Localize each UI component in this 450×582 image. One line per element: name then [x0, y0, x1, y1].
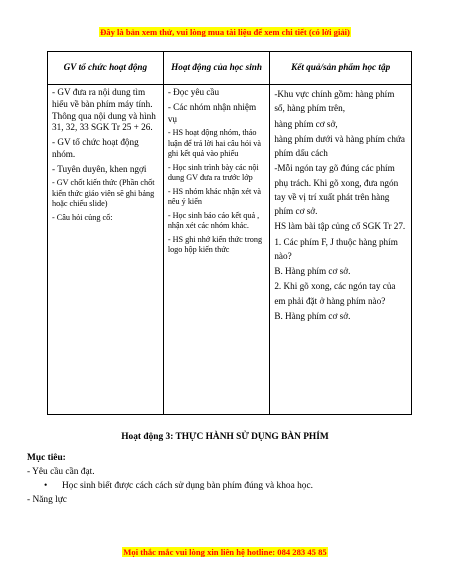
list-item: - HS nhóm khác nhận xét và nêu ý kiến: [167, 186, 262, 207]
col-header-teacher: GV tổ chức hoạt động: [48, 52, 164, 85]
goal-label: Mục tiêu:: [27, 453, 66, 463]
col-header-student: Hoạt động của học sinh: [163, 52, 270, 85]
result-cell: [270, 85, 412, 415]
list-item: - Đọc yêu cầu: [167, 87, 220, 97]
list-item: hàng phím cơ sở,: [274, 118, 338, 129]
hotline-banner: Mọi thắc mắc vui lòng xin liên hệ hotline: 084 283 45 85: [123, 547, 327, 557]
table-row: [48, 85, 412, 415]
list-item: - Học sinh báo cáo kết quả , nhận xét các nhóm khác.: [167, 210, 260, 231]
list-item: - HS hoạt động nhóm, thảo luận để trả lời hai câu hỏi và ghi kết quả vào phiếu: [167, 128, 262, 159]
list-item: - Các nhóm nhận nhiệm vụ: [167, 101, 257, 124]
table-header-row: [48, 52, 412, 85]
list-item: 1. Các phím F, J thuộc hàng phím nào?: [274, 236, 398, 261]
list-item: 2. Khi gõ xong, các ngón tay của em phải đặt ở hàng phím nào?: [274, 281, 396, 306]
col-header-result: Kết quả/sản phẩm học tập: [270, 52, 412, 85]
section-title: Hoạt động 3: THỰC HÀNH SỬ DỤNG BÀN PHÍM: [121, 432, 329, 442]
student-activity-cell: [163, 85, 270, 415]
bullet-icon: •: [44, 481, 48, 491]
list-item: HS làm bài tập củng cố SGK Tr 27.: [274, 221, 406, 232]
requirement-line: - Yêu cầu cần đạt.: [27, 467, 95, 477]
list-item: -Khu vực chính gồm: hàng phím số, hàng phím trên,: [274, 89, 395, 114]
list-item: -Mỗi ngón tay gõ đúng các phím phụ trách. Khi gõ xong, đưa ngón tay về vị trí xuất phát trên hàng phím cơ sở.: [274, 163, 399, 216]
list-item: - GV đưa ra nội dung tìm hiểu về bàn phím máy tính. Thông qua nội dung và hình 31, 32, 33 SGK Tr 25 + 26.: [52, 87, 156, 133]
list-item: B. Hàng phím cơ sở.: [274, 266, 351, 276]
bullet-item: [44, 481, 313, 491]
list-item: - GV chốt kiến thức (Phần chốt kiến thức giáo viên sẽ ghi bảng hoặc chiếu slide): [52, 178, 155, 209]
skill-line: - Năng lực: [27, 495, 67, 505]
bullet-text: Học sinh biết được cách cách sử dụng bàn phím đúng và khoa học.: [62, 481, 313, 491]
teacher-activity-cell: [48, 85, 164, 415]
list-item: - Học sinh trình bày các nội dung GV đưa ra trước lớp: [167, 162, 259, 183]
lesson-table: [47, 51, 412, 415]
list-item: - Tuyên duyên, khen ngợi: [52, 163, 147, 174]
list-item: hàng phím dưới và hàng phím chứa phím dấu cách: [274, 133, 405, 158]
list-item: - HS ghi nhớ kiến thức trong logo hộp kiến thức: [167, 234, 263, 255]
list-item: - GV tổ chức hoạt động nhóm.: [52, 137, 139, 159]
list-item: B. Hàng phím cơ sở.: [274, 310, 351, 321]
preview-banner: Đây là bản xem thử, vui lòng mua tài liệu để xem chi tiết (có lời giải): [100, 27, 350, 37]
list-item: - Câu hỏi củng cố:: [52, 212, 113, 222]
